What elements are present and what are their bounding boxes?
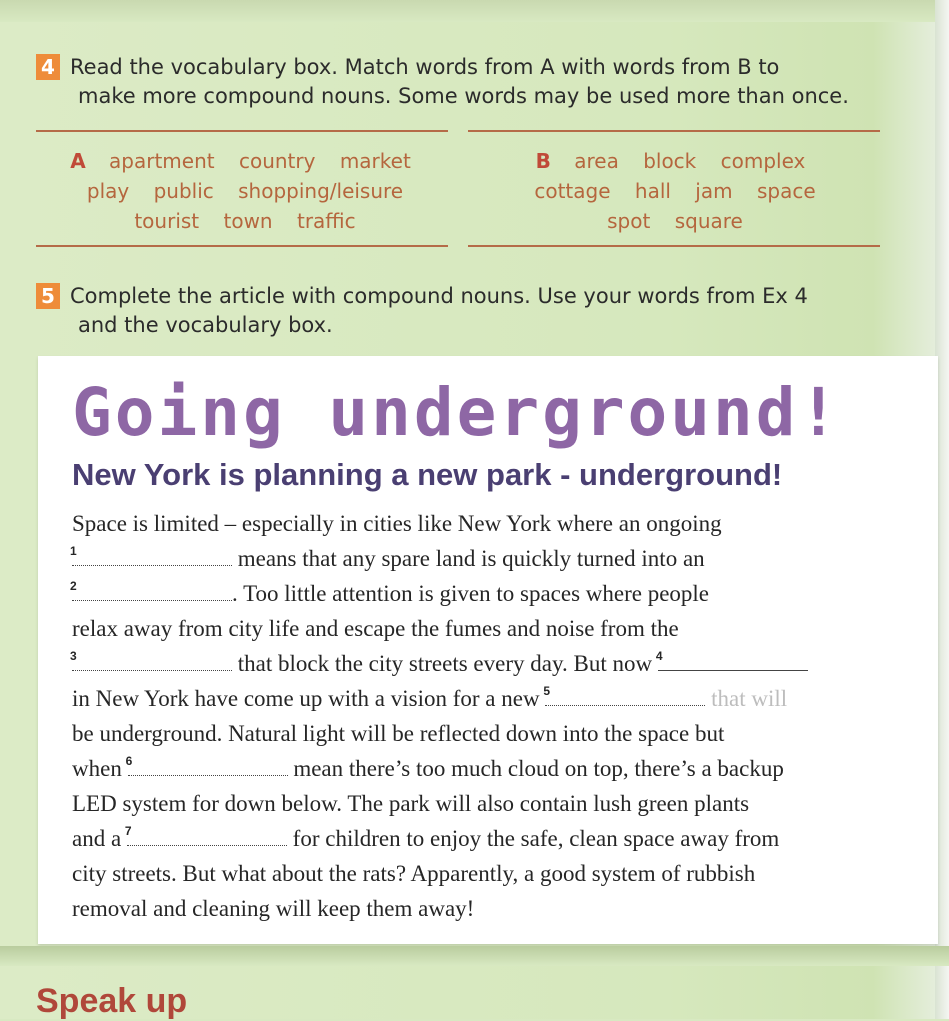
vocab-rule-bottom-b — [468, 245, 880, 247]
vocab-word: apartment — [109, 149, 215, 173]
exercise-5-instructions — [36, 282, 876, 340]
article-line: relax away from city life and escape the fumes and noise from the — [72, 616, 679, 641]
vocab-rule-top-a — [36, 130, 448, 132]
vocab-word: space — [756, 179, 816, 203]
article-line — [72, 751, 902, 786]
answer-gap-1[interactable] — [72, 543, 232, 566]
speak-up-heading: Speak up — [36, 982, 188, 1020]
article-line: removal and cleaning will keep them away! — [72, 896, 475, 921]
answer-gap-4[interactable] — [655, 648, 808, 671]
vocab-box-b — [470, 146, 880, 236]
vocab-word: country — [238, 149, 316, 173]
vocab-word: hall — [634, 179, 671, 203]
article-text: means that any spare land is quickly turned into an — [237, 546, 705, 571]
vocab-a-label: A — [70, 149, 86, 173]
gap-number: 4 — [655, 649, 663, 663]
exercise-4-instructions — [36, 53, 876, 111]
vocab-word: block — [643, 149, 697, 173]
gap-number: 1 — [70, 544, 77, 558]
article-subtitle: New York is planning a new park - underground! — [72, 457, 783, 492]
article-line — [72, 821, 902, 856]
vocab-box-a — [40, 146, 450, 236]
article-line: LED system for down below. The park will also contain lush green plants — [72, 791, 750, 816]
article-text: in New York have come up with a vision for a new — [72, 686, 540, 711]
vocab-word: public — [153, 179, 214, 203]
article-title: Going underground! — [72, 374, 842, 451]
top-strip — [0, 0, 949, 22]
gap-number: 6 — [125, 754, 133, 768]
vocab-word: spot — [607, 209, 651, 233]
gap-number: 2 — [70, 579, 77, 593]
vocab-word: cottage — [534, 179, 611, 203]
article-text: when — [72, 756, 122, 781]
answer-gap-3[interactable] — [72, 648, 232, 671]
answer-gap-6[interactable] — [125, 753, 288, 776]
article-text: that will — [711, 686, 788, 711]
article-line: city streets. But what about the rats? Apparently, a good system of rubbish — [72, 861, 756, 886]
answer-gap-5[interactable] — [545, 683, 705, 706]
gap-number: 3 — [70, 649, 77, 663]
vocab-word: square — [674, 209, 743, 233]
article-line: be underground. Natural light will be reflected down into the space but — [72, 721, 725, 746]
vocab-word: play — [86, 179, 130, 203]
article-body — [72, 506, 902, 926]
exercise-4-number: 4 — [36, 54, 60, 80]
exercise-5-line-1: Complete the article with compound nouns. Use your words from Ex 4 — [70, 284, 808, 308]
article-line: Space is limited – especially in cities like New York where an ongoing — [72, 511, 722, 536]
exercise-4-line-1: Read the vocabulary box. Match words from A with words from B to — [70, 55, 780, 79]
article-text: . Too little attention is given to spaces where people — [232, 581, 710, 606]
exercise-5-number: 5 — [36, 283, 60, 309]
answer-gap-2[interactable] — [72, 578, 232, 601]
vocab-word: jam — [695, 179, 733, 203]
article-text: mean there’s too much cloud on top, there’s a backup — [293, 756, 784, 781]
vocab-rule-top-b — [468, 130, 880, 132]
vocab-rule-bottom-a — [36, 245, 448, 247]
vocab-word: shopping/leisure — [238, 179, 404, 203]
page-shadow — [0, 946, 949, 966]
article-line — [72, 681, 902, 716]
vocab-word: complex — [720, 149, 806, 173]
article-line — [72, 646, 902, 681]
vocab-word: tourist — [134, 209, 200, 233]
article-line — [72, 576, 902, 611]
vocab-word: market — [339, 149, 411, 173]
article-line — [72, 541, 902, 576]
answer-gap-7[interactable] — [124, 823, 287, 846]
gap-number: 5 — [543, 684, 551, 698]
article-card — [38, 356, 938, 944]
article-text: that block the city streets every day. But now — [237, 651, 653, 676]
vocab-word: area — [574, 149, 619, 173]
article-text: and a — [72, 826, 122, 851]
article-text: for children to enjoy the safe, clean space away from — [292, 826, 780, 851]
exercise-5-line-2: and the vocabulary box. — [78, 313, 333, 337]
vocab-word: town — [223, 209, 273, 233]
vocab-word: traffic — [296, 209, 356, 233]
vocab-b-label: B — [535, 149, 551, 173]
exercise-4-line-2: make more compound nouns. Some words may be used more than once. — [78, 84, 849, 108]
gap-number: 7 — [124, 824, 132, 838]
